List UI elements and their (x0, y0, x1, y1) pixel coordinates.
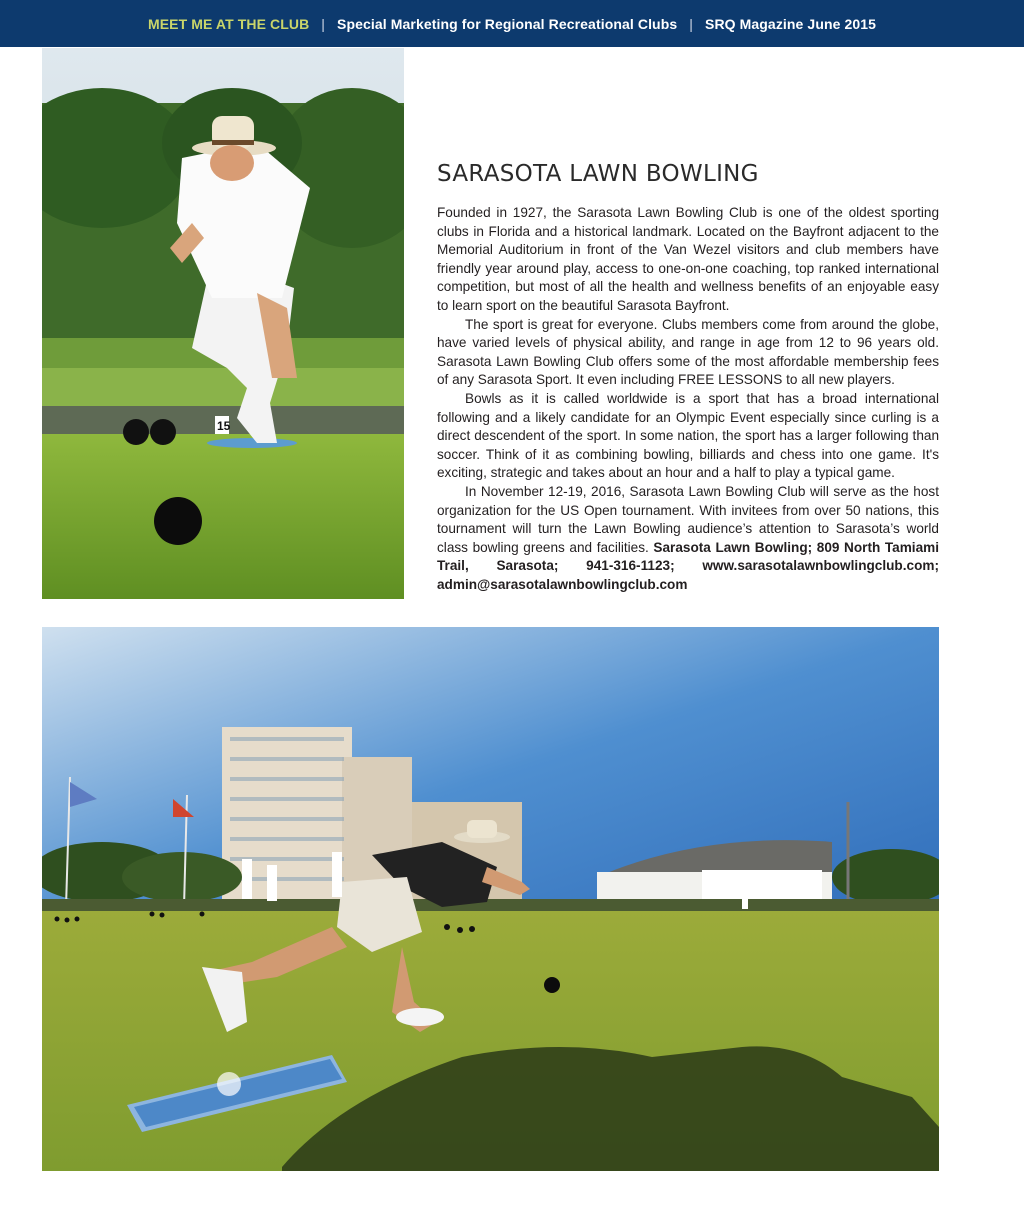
header-subtitle: Special Marketing for Regional Recreational Clubs (337, 15, 678, 32)
article-paragraph: Bowls as it is called worldwide is a sport that has a broad international following and a likely candidate for an Olympic Event especially since curling is a direct descendent of the sport. In some nation, the sport has a larger following than soccer. Think of it as combining bowling, billiards and chess into one game. It's exciting, strategic and takes about an hour and a half to play a typical game. (437, 390, 939, 481)
bowling-green-photo (42, 627, 939, 1171)
header-separator: | (689, 15, 693, 32)
article-paragraph-final (437, 483, 939, 595)
article-title: SARASOTA LAWN BOWLING (437, 161, 759, 187)
article-paragraph: Founded in 1927, the Sarasota Lawn Bowling Club is one of the oldest sporting clubs in Florida and a historical landmark. Located on the Bayfront adjacent to the Memorial Auditorium in front of the Van Wezel visitors and club members have friendly year around play, access to one-on-one coaching, top ranked international competition, but most of all the health and wellness benefits of an enjoyable easy to learn sport on the beautiful Sarasota Bayfront. (437, 205, 939, 313)
rink-marker-number: 15 (217, 419, 231, 433)
bowling-green-illustration (42, 627, 939, 1171)
bowler-closeup-illustration (42, 48, 404, 599)
contact-info: Sarasota Lawn Bowling; 809 North Tamiami Trail, Sarasota; 941-316-1123; www.sarasotalawnbowlingclub.com; admin@sarasotalawnbowlingclub.com (437, 539, 940, 592)
article (437, 160, 939, 594)
page-header-bar (0, 0, 1024, 47)
section-label: MEET ME AT THE CLUB (147, 15, 310, 32)
bowler-closeup-photo (42, 48, 404, 599)
header-separator: | (321, 15, 326, 32)
magazine-issue: SRQ Magazine June 2015 (705, 15, 877, 32)
article-paragraph: The sport is great for everyone. Clubs members come from around the globe, have varied levels of physical ability, and range in age from 12 to 96 years old. Sarasota Lawn Bowling Club offers some of the most affordable membership fees of any Sarasota Sport. It even including FREE LESSONS to all new players. (437, 316, 939, 388)
article-paragraph-text: In November 12-19, 2016, Sarasota Lawn Bowling Club will serve as the host organization for the US Open tournament. With invitees from over 50 nations, this tournament will turn the Lawn Bowling audience’s attention to Sarasota’s world class bowling greens and facilities. (437, 483, 939, 555)
